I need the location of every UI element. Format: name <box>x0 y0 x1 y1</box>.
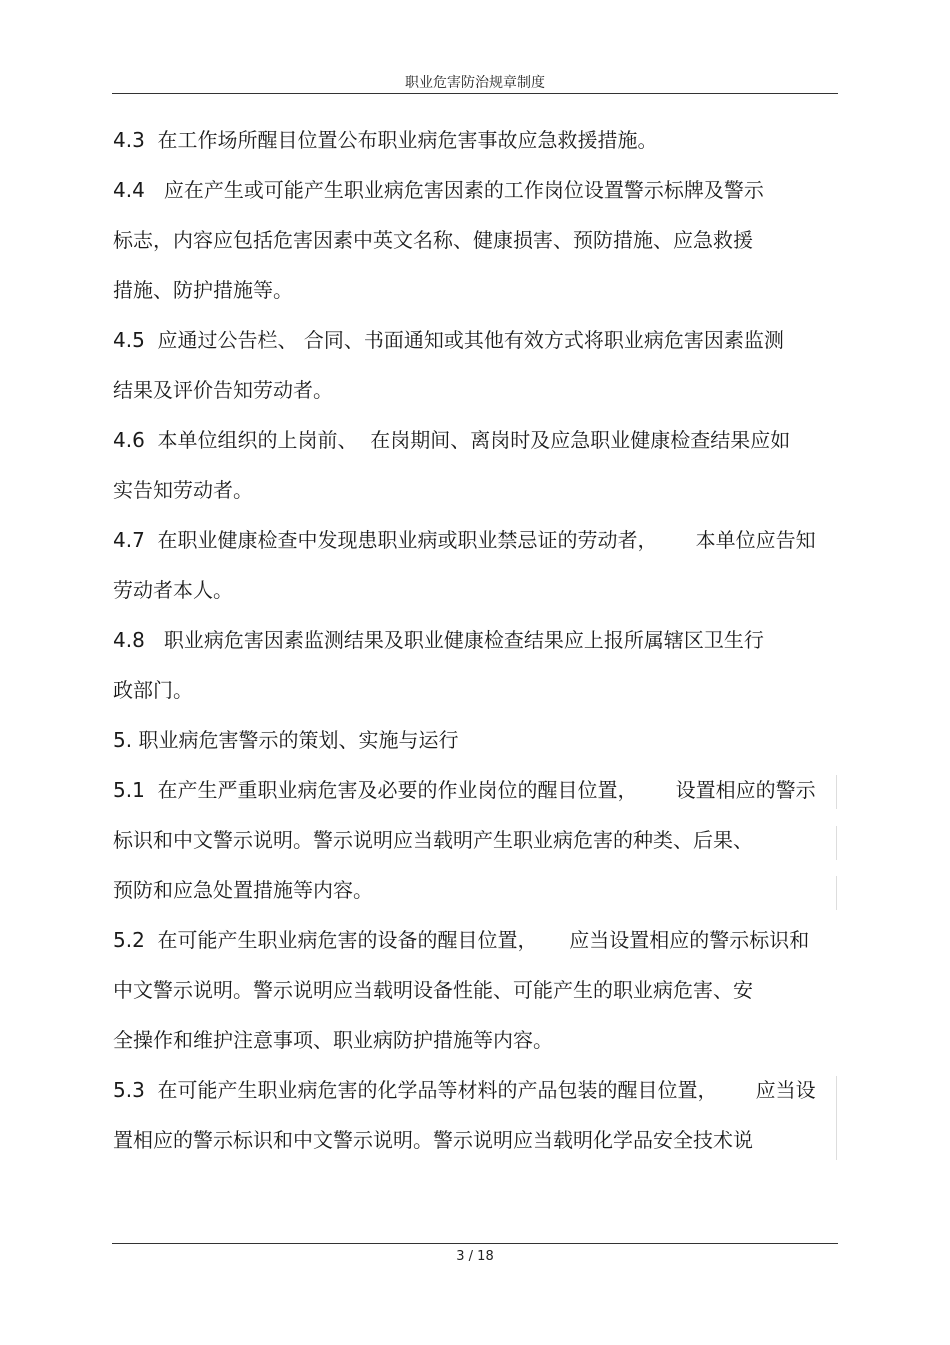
line-4-4-c: 措施、防护措施等。 <box>113 278 293 302</box>
line-4-5-a: 4.5 应通过公告栏、 合同、书面通知或其他有效方式将职业病危害因素监测 <box>113 328 784 352</box>
line-4-5-b: 结果及评价告知劳动者。 <box>113 378 333 402</box>
margin-mark <box>836 826 837 860</box>
header-rule <box>112 93 838 94</box>
margin-mark <box>836 1076 837 1160</box>
line-5-3-b: 置相应的警示标识和中文警示说明。警示说明应当载明化学品安全技术说 <box>113 1128 753 1152</box>
footer-rule <box>112 1243 838 1244</box>
line-5-2-a: 5.2 在可能产生职业病危害的设备的醒目位置， 应当设置相应的警示标识和 <box>113 928 810 952</box>
line-5-1-b: 标识和中文警示说明。警示说明应当载明产生职业病危害的种类、后果、 <box>113 828 753 852</box>
line-4-4-a: 4.4 应在产生或可能产生职业病危害因素的工作岗位设置警示标牌及警示 <box>113 178 764 202</box>
line-4-7-a: 4.7 在职业健康检查中发现患职业病或职业禁忌证的劳动者， 本单位应告知 <box>113 528 816 552</box>
header-title: 职业危害防治规章制度 <box>405 75 545 91</box>
section-5-heading: 5. 职业病危害警示的策划、实施与运行 <box>113 728 459 752</box>
line-5-3-a: 5.3 在可能产生职业病危害的化学品等材料的产品包装的醒目位置， 应当设 <box>113 1078 816 1102</box>
line-5-2-b: 中文警示说明。警示说明应当载明设备性能、可能产生的职业病危害、安 <box>113 978 753 1002</box>
line-5-1-c: 预防和应急处置措施等内容。 <box>113 878 373 902</box>
page-number: 3 / 18 <box>456 1249 494 1264</box>
line-4-3: 4.3 在工作场所醒目位置公布职业病危害事故应急救援措施。 <box>113 128 658 152</box>
line-4-4-b: 标志，内容应包括危害因素中英文名称、健康损害、预防措施、应急救援 <box>113 228 753 252</box>
line-4-6-a: 4.6 本单位组织的上岗前、 在岗期间、离岗时及应急职业健康检查结果应如 <box>113 428 791 452</box>
line-4-8-a: 4.8 职业病危害因素监测结果及职业健康检查结果应上报所属辖区卫生行 <box>113 628 764 652</box>
margin-mark <box>836 876 837 910</box>
line-4-7-b: 劳动者本人。 <box>113 578 233 602</box>
line-5-1-a: 5.1 在产生严重职业病危害及必要的作业岗位的醒目位置， 设置相应的警示 <box>113 778 816 802</box>
margin-mark <box>836 775 837 809</box>
line-5-2-c: 全操作和维护注意事项、职业病防护措施等内容。 <box>113 1028 553 1052</box>
line-4-8-b: 政部门。 <box>113 678 193 702</box>
line-4-6-b: 实告知劳动者。 <box>113 478 253 502</box>
